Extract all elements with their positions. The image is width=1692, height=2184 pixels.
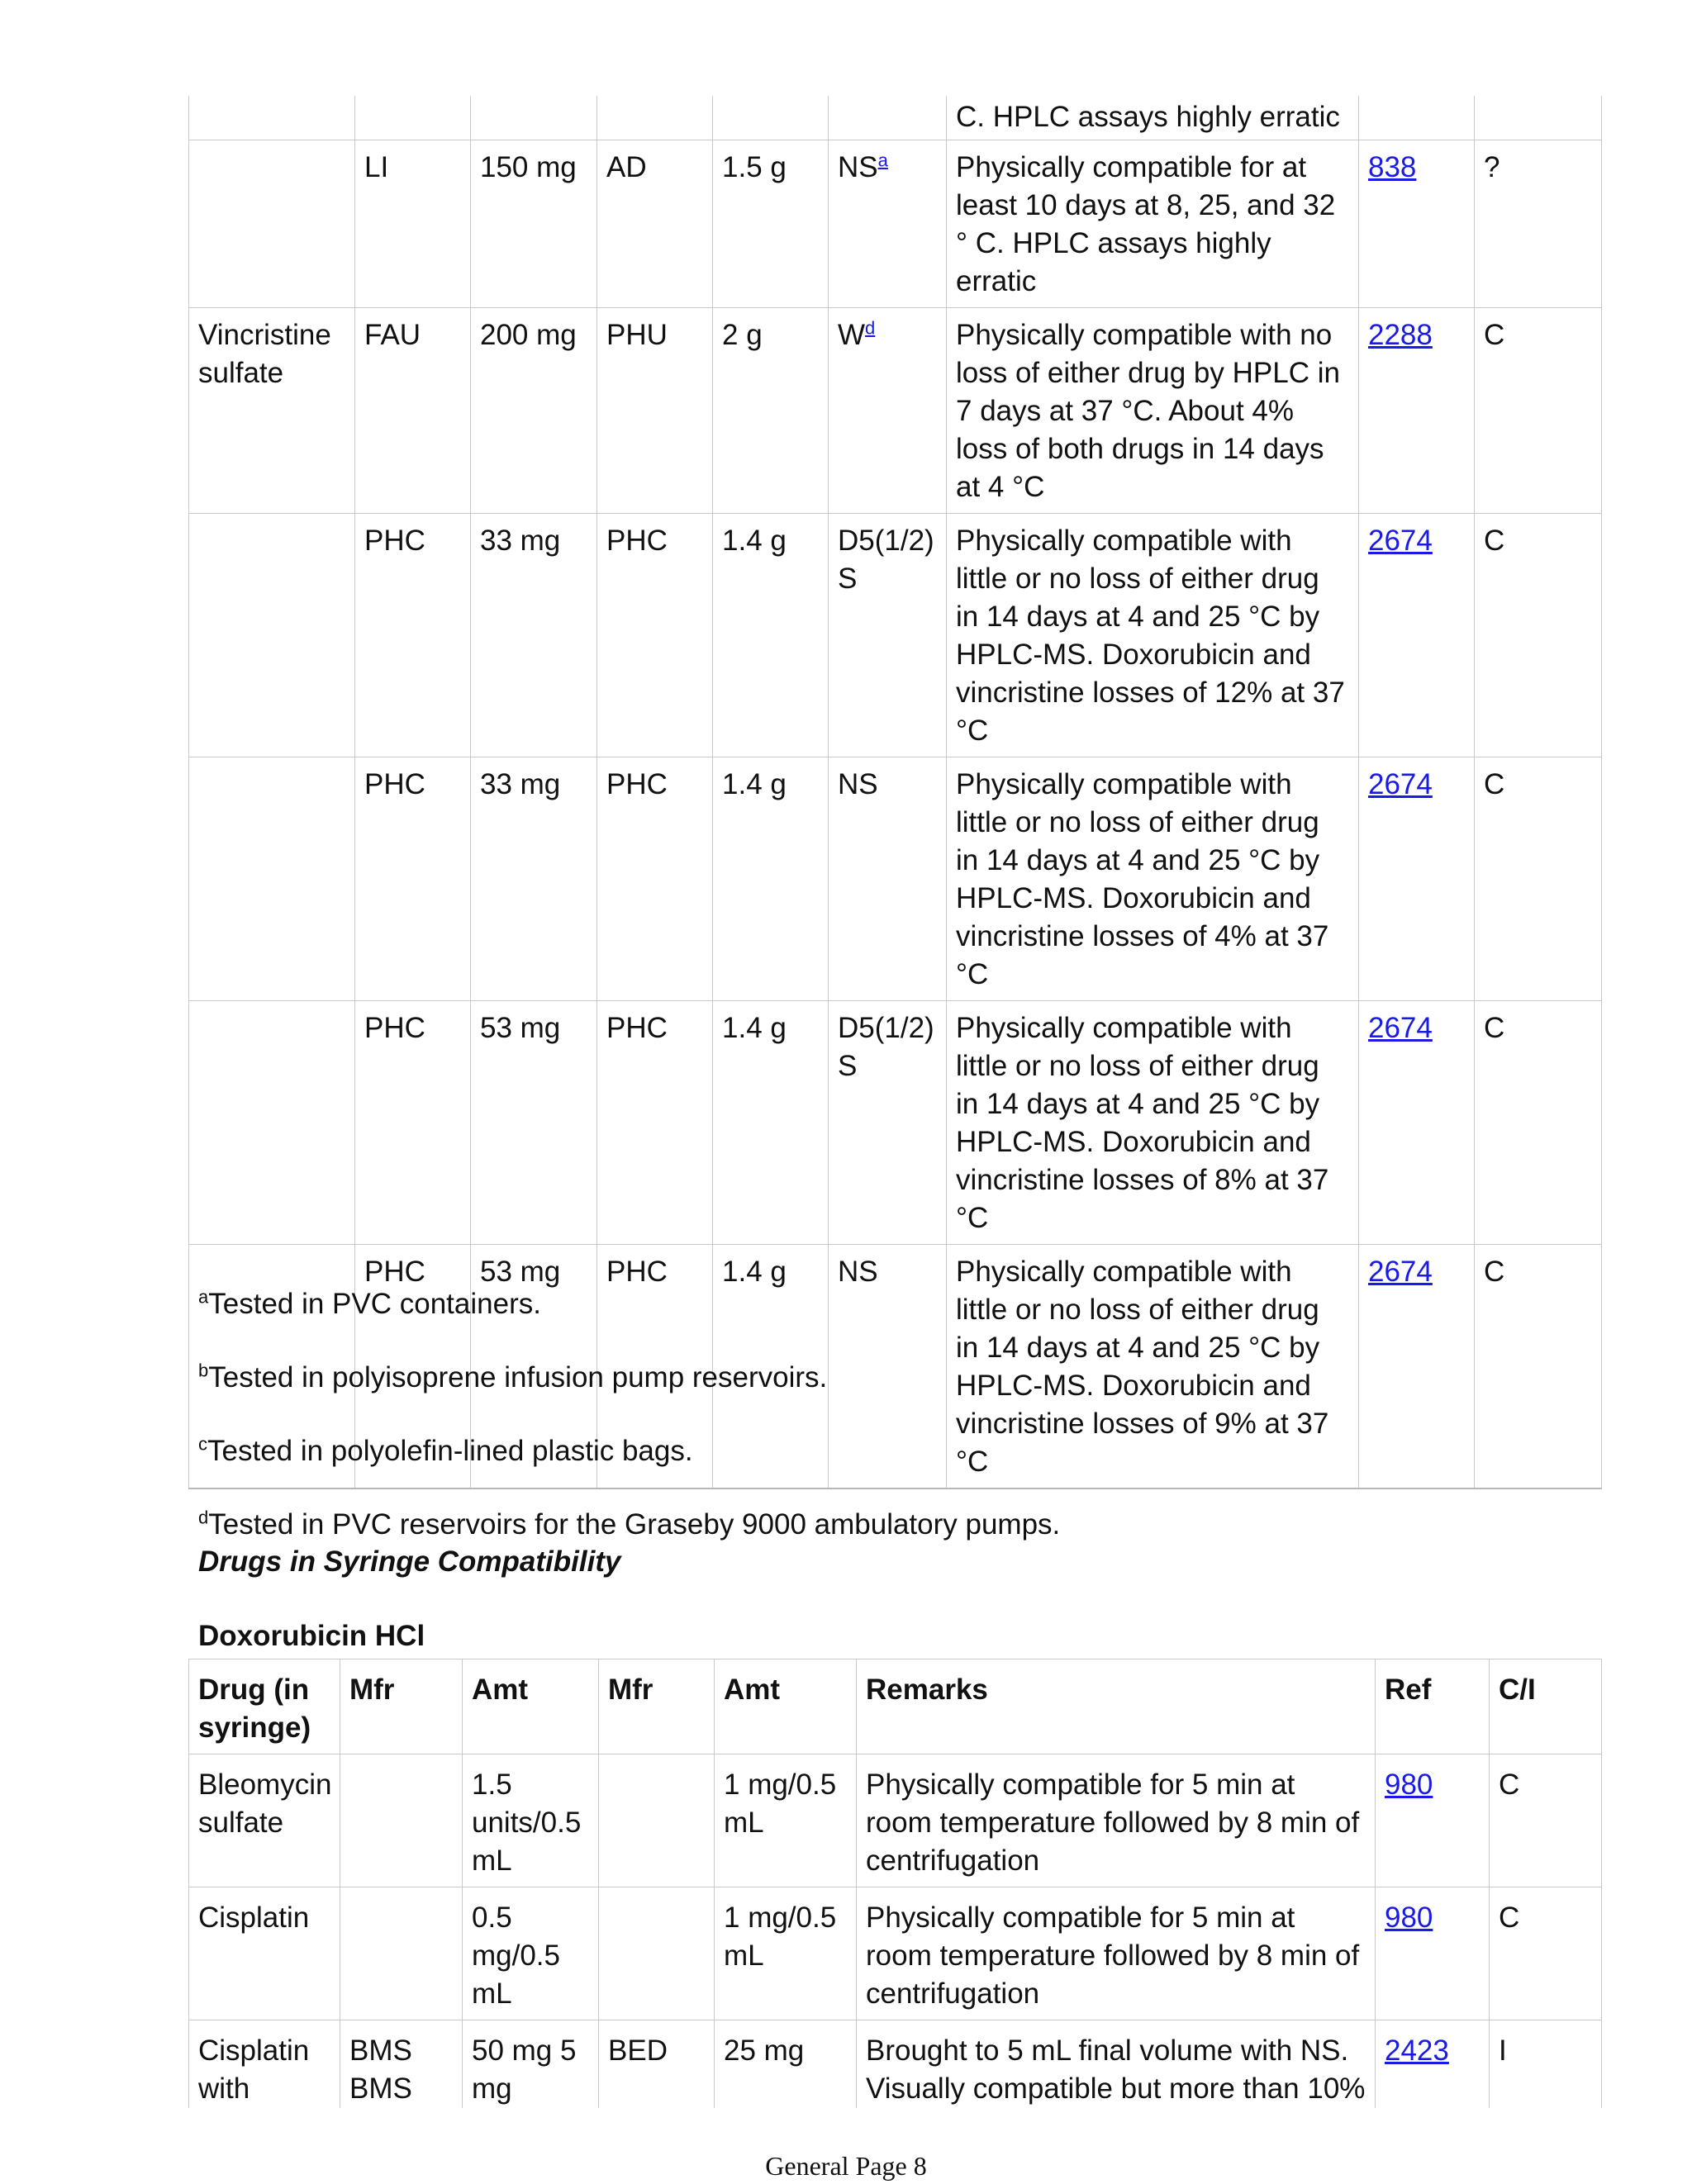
remarks-cell: Physically compatible for at least 10 days at 8, 25, and 32 ° C. HPLC assays highly erratic <box>947 140 1359 308</box>
ref-cell <box>1376 1754 1490 1887</box>
column-header: Amt <box>715 1659 857 1754</box>
amount-cell: 1.5 g <box>713 140 829 308</box>
drug-cell: Vincristine sulfate <box>189 308 355 514</box>
diluent-cell <box>829 96 947 140</box>
table-row <box>189 96 1602 140</box>
ref-cell <box>1359 308 1475 514</box>
remarks-cell: C. HPLC assays highly erratic <box>947 96 1359 140</box>
footnote-text: Tested in PVC reservoirs for the Graseby 9000 ambulatory pumps. <box>208 1508 1061 1541</box>
footnote-mark: c <box>198 1433 207 1455</box>
ref-link[interactable]: 2423 <box>1385 2034 1449 2067</box>
ref-link[interactable]: 2674 <box>1368 1256 1433 1288</box>
amount-cell: 50 mg 5 mg <box>463 2020 599 2109</box>
amount-cell: 1.4 g <box>713 1001 829 1245</box>
mfr-cell: BED <box>599 2020 715 2109</box>
remarks-cell: Physically compatible with little or no loss of either drug in 14 days at 4 and 25 °C by HPLC-MS. Doxorubicin and vincristine losses of 9% at 37 °C <box>947 1245 1359 1489</box>
remarks-cell: Physically compatible with little or no loss of either drug in 14 days at 4 and 25 °C by HPLC-MS. Doxorubicin and vincristine losses of 12% at 37 °C <box>947 514 1359 757</box>
mfr-cell: PHC <box>597 1245 713 1489</box>
column-header: Drug (in syringe) <box>189 1659 340 1754</box>
mfr-cell: LI <box>355 140 471 308</box>
footnote-link[interactable]: d <box>865 317 876 339</box>
diluent-cell <box>829 140 947 308</box>
ci-cell: C <box>1475 514 1602 757</box>
mfr-cell: AD <box>597 140 713 308</box>
ref-cell <box>1359 514 1475 757</box>
table-row <box>189 514 1602 757</box>
footnote-mark: b <box>198 1360 209 1381</box>
footnote-text: Tested in polyolefin-lined plastic bags. <box>207 1435 693 1467</box>
diluent-text: NS <box>838 151 878 183</box>
mfr-cell: PHC <box>355 1245 471 1489</box>
amount-cell: 53 mg <box>471 1245 597 1489</box>
ci-cell: C <box>1475 757 1602 1001</box>
table-row <box>189 1001 1602 1245</box>
amount-cell: 150 mg <box>471 140 597 308</box>
amount-cell: 1.4 g <box>713 757 829 1001</box>
ref-link[interactable]: 838 <box>1368 151 1417 183</box>
table-row <box>189 308 1602 514</box>
section-title: Drugs in Syringe Compatibility <box>198 1545 621 1578</box>
footnote <box>198 1506 1060 1544</box>
ref-link[interactable]: 2674 <box>1368 768 1433 800</box>
column-header: Remarks <box>857 1659 1376 1754</box>
diluent-cell <box>829 308 947 514</box>
column-header: Mfr <box>599 1659 715 1754</box>
remarks-cell: Brought to 5 mL final volume with NS. Visually compatible but more than 10% <box>857 2020 1376 2109</box>
footnote <box>198 1359 827 1397</box>
mfr-cell: FAU <box>355 308 471 514</box>
footnote-text: Tested in polyisoprene infusion pump reservoirs. <box>208 1361 828 1393</box>
amount-cell: 33 mg <box>471 514 597 757</box>
mfr-cell: PHC <box>355 514 471 757</box>
mfr-cell <box>340 1754 463 1887</box>
amount-cell: 1.4 g <box>713 514 829 757</box>
ref-cell <box>1376 1887 1490 2020</box>
mfr-cell <box>599 1887 715 2020</box>
ref-link[interactable]: 980 <box>1385 1769 1433 1801</box>
amount-cell: 1.4 g <box>713 1245 829 1489</box>
mfr-cell: PHC <box>597 1001 713 1245</box>
mfr-cell: PHC <box>597 514 713 757</box>
ci-cell: I <box>1490 2020 1602 2109</box>
remarks-cell: Physically compatible for 5 min at room temperature followed by 8 min of centrifugation <box>857 1754 1376 1887</box>
table-row <box>189 757 1602 1001</box>
mfr-cell: PHU <box>597 308 713 514</box>
drug-cell <box>189 1001 355 1245</box>
ci-cell <box>1475 96 1602 140</box>
diluent-cell: D5(1/2) S <box>829 514 947 757</box>
mfr-cell: BMS BMS <box>340 2020 463 2109</box>
diluent-cell: NS <box>829 1245 947 1489</box>
footnote-link[interactable]: a <box>877 150 888 171</box>
amount-cell <box>713 96 829 140</box>
drug-cell <box>189 96 355 140</box>
ci-cell: C <box>1490 1754 1602 1887</box>
mfr-cell <box>355 96 471 140</box>
mfr-cell: PHC <box>355 757 471 1001</box>
table-row <box>189 140 1602 308</box>
ref-cell <box>1359 757 1475 1001</box>
footnote-mark: d <box>198 1507 209 1528</box>
amount-cell: 1 mg/0.5 mL <box>715 1887 857 2020</box>
amount-cell: 1 mg/0.5 mL <box>715 1754 857 1887</box>
subsection-title: Doxorubicin HCl <box>198 1620 425 1652</box>
drug-cell: Bleomycin sulfate <box>189 1754 340 1887</box>
diluent-cell: D5(1/2) S <box>829 1001 947 1245</box>
ref-cell <box>1359 140 1475 308</box>
ci-cell: ? <box>1475 140 1602 308</box>
ref-cell <box>1376 2020 1490 2109</box>
ref-cell <box>1359 1245 1475 1489</box>
drug-cell: Cisplatin with <box>189 2020 340 2109</box>
column-header: Mfr <box>340 1659 463 1754</box>
remarks-cell: Physically compatible with little or no loss of either drug in 14 days at 4 and 25 °C by HPLC-MS. Doxorubicin and vincristine losses of 4% at 37 °C <box>947 757 1359 1001</box>
drug-cell <box>189 757 355 1001</box>
remarks-cell: Physically compatible for 5 min at room temperature followed by 8 min of centrifugation <box>857 1887 1376 2020</box>
footnote-text: Tested in PVC containers. <box>208 1288 541 1320</box>
table-row <box>189 1887 1602 2020</box>
page-footer: General Page 8 <box>765 2151 927 2181</box>
drug-cell <box>189 140 355 308</box>
mfr-cell <box>597 96 713 140</box>
syringe-compatibility-table <box>188 1659 1602 2108</box>
mfr-cell: PHC <box>597 757 713 1001</box>
mfr-cell: PHC <box>355 1001 471 1245</box>
diluent-text: W <box>838 319 866 351</box>
mfr-cell <box>599 1754 715 1887</box>
remarks-cell: Physically compatible with little or no loss of either drug in 14 days at 4 and 25 °C by HPLC-MS. Doxorubicin and vincristine losses of 8% at 37 °C <box>947 1001 1359 1245</box>
column-header: Ref <box>1376 1659 1490 1754</box>
diluent-cell: NS <box>829 757 947 1001</box>
ref-cell <box>1359 1001 1475 1245</box>
ref-link[interactable]: 980 <box>1385 1902 1433 1934</box>
amount-cell: 53 mg <box>471 1001 597 1245</box>
drug-cell: Cisplatin <box>189 1887 340 2020</box>
amount-cell: 1.5 units/0.5 mL <box>463 1754 599 1887</box>
header-row <box>189 1659 1602 1754</box>
column-header: Amt <box>463 1659 599 1754</box>
mfr-cell <box>340 1887 463 2020</box>
amount-cell: 25 mg <box>715 2020 857 2109</box>
amount-cell: 200 mg <box>471 308 597 514</box>
column-header: C/I <box>1490 1659 1602 1754</box>
ref-cell <box>1359 96 1475 140</box>
amount-cell: 33 mg <box>471 757 597 1001</box>
ci-cell: C <box>1475 1245 1602 1489</box>
ref-link[interactable]: 2674 <box>1368 1012 1433 1044</box>
ci-cell: C <box>1490 1887 1602 2020</box>
remarks-cell: Physically compatible with no loss of either drug by HPLC in 7 days at 37 °C. About 4% loss of both drugs in 14 days at 4 °C <box>947 308 1359 514</box>
amount-cell <box>471 96 597 140</box>
ref-link[interactable]: 2674 <box>1368 525 1433 557</box>
ci-cell: C <box>1475 1001 1602 1245</box>
drug-cell <box>189 514 355 757</box>
table-row <box>189 2020 1602 2109</box>
table-row <box>189 1754 1602 1887</box>
amount-cell: 2 g <box>713 308 829 514</box>
ref-link[interactable]: 2288 <box>1368 319 1433 351</box>
amount-cell: 0.5 mg/0.5 mL <box>463 1887 599 2020</box>
footnote-mark: a <box>198 1286 209 1308</box>
footnote <box>198 1432 693 1470</box>
footnote <box>198 1285 541 1323</box>
ci-cell: C <box>1475 308 1602 514</box>
admixture-compatibility-table <box>188 96 1602 1489</box>
